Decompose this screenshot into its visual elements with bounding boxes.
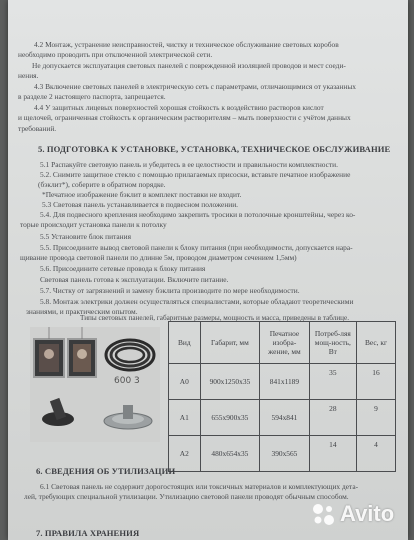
table-row xyxy=(169,364,396,400)
text-line: в разделе 2 настоящего паспорта, запрещается. xyxy=(18,92,166,101)
column-header: Габарит, мм xyxy=(200,322,260,364)
column-header: Вид xyxy=(169,322,201,364)
text-line: 4.2 Монтаж, устранение неисправностей, чистку и техническое обслуживание световых коробов xyxy=(34,40,339,49)
text-line: 5.7. Чистку от загрязнений и замену бэклита производите по мере необходимости. xyxy=(40,286,300,295)
text-line: 5.4. Для подвесного крепления необходимо закрепить тросики в потолочные кронштейны, через ко- xyxy=(40,210,356,219)
table-caption: Типы световых панелей, габаритные размеры, мощность и масса, приведены в таблице. xyxy=(80,314,350,322)
cell-image: 390х565 xyxy=(260,436,310,472)
text-line: знаниями, и практическим опытом. xyxy=(26,307,138,316)
section-7-heading: 7. ПРАВИЛА ХРАНЕНИЯ xyxy=(36,528,140,538)
text-line: 5.5. Присоедините вывод световой панели к блоку питания (при необходимости, допускается нара- xyxy=(40,243,353,252)
avito-watermark-text: Avito xyxy=(340,501,395,526)
section-6-heading: 6. СВЕДЕНИЯ ОБ УТИЛИЗАЦИИ xyxy=(36,466,176,476)
column-header: Печатное изобра-жение, мм xyxy=(260,322,310,364)
avito-logo-icon xyxy=(310,501,336,527)
avito-watermark xyxy=(310,501,394,527)
product-photo xyxy=(30,327,160,442)
text-line: 5.1 Распакуйте световую панель и убедитесь в ее целостности и правильности комплектности. xyxy=(40,160,338,169)
text-line: Световая панель готова к эксплуатации. Включите питание. xyxy=(40,275,229,284)
product-photo-graphic xyxy=(30,327,160,442)
text-line: лей, требующих специальной утилизации. Утилизацию световой панели проводят обычным способом. xyxy=(24,492,349,501)
text-line: 5.6. Присоедините сетевые провода к блоку питания xyxy=(40,264,206,273)
cell-image: 841х1189 xyxy=(260,364,310,400)
text-line: 6.1 Световая панель не содержит дорогостоящих или токсичных материалов и комплектующих дета- xyxy=(40,482,359,491)
text-line: 5.3 Световая панель устанавливается в подвесном положении. xyxy=(42,200,239,209)
column-header: Вес, кг xyxy=(357,322,396,364)
text-line: 5.5 Установите блок питания xyxy=(40,232,131,241)
document-page xyxy=(8,0,408,540)
text-line: необходимо проводить при отключенной электрической сети. xyxy=(18,50,213,59)
column-header: Потреб-ляя мощ-ность, Вт xyxy=(309,322,356,364)
text-line: Не допускается эксплуатация световых панелей с поврежденной изоляцией проводов и мест соеди- xyxy=(32,61,346,70)
cell-size: 480х654х35 xyxy=(200,436,260,472)
cell-type: А2 xyxy=(169,436,201,472)
cell-type: А1 xyxy=(169,400,201,436)
text-line: 5.2. Снимите защитное стекло с помощью прилагаемых присоски, вставьте печатное изображение xyxy=(40,170,351,179)
text-line: *Печатное изображение бэклит в комплект поставки не входит. xyxy=(42,190,242,199)
table-row xyxy=(169,400,396,436)
cell-size: 900х1250х35 xyxy=(200,364,260,400)
cell-power: 14 xyxy=(309,436,356,472)
text-line: 4.3 Включение световых панелей в электрическую сеть с параметрами, отличающимися от указанных xyxy=(34,82,356,91)
cell-image: 594х841 xyxy=(260,400,310,436)
text-line: 5.8. Монтаж электрики должен осуществляться специалистами, которые обладают теоретическими xyxy=(40,297,354,306)
cell-weight: 4 xyxy=(357,436,396,472)
text-line: щивание провода световой панели по длинне 5м, проводом диаметром сечением 1,5мм) xyxy=(20,253,297,262)
cell-size: 655х900х35 xyxy=(200,400,260,436)
cell-weight: 9 xyxy=(357,400,396,436)
spec-table xyxy=(168,321,396,472)
coil-label: 600 3 xyxy=(114,376,140,386)
cell-power: 35 xyxy=(309,364,356,400)
text-line: и щелочей, ограниченная стойкость к органическим растворителям – мыть поверхности с учётом данных xyxy=(18,113,351,122)
text-line: (бэклит*), соберите в обратном порядке. xyxy=(38,180,166,189)
section-5-heading: 5. ПОДГОТОВКА К УСТАНОВКЕ, УСТАНОВКА, ТЕХНИЧЕСКОЕ ОБСЛУЖИВАНИЕ xyxy=(38,144,391,154)
cell-power: 28 xyxy=(309,400,356,436)
cell-type: А0 xyxy=(169,364,201,400)
text-line: 4.4 У защитных лицевых поверхностей хорошая стойкость к воздействию растворов кислот xyxy=(34,103,324,112)
cell-weight: 16 xyxy=(357,364,396,400)
text-line: требований. xyxy=(18,124,57,133)
text-line: торые происходит установка панели к потолку xyxy=(20,220,167,229)
text-line: нения. xyxy=(18,71,39,80)
table-row xyxy=(169,436,396,472)
